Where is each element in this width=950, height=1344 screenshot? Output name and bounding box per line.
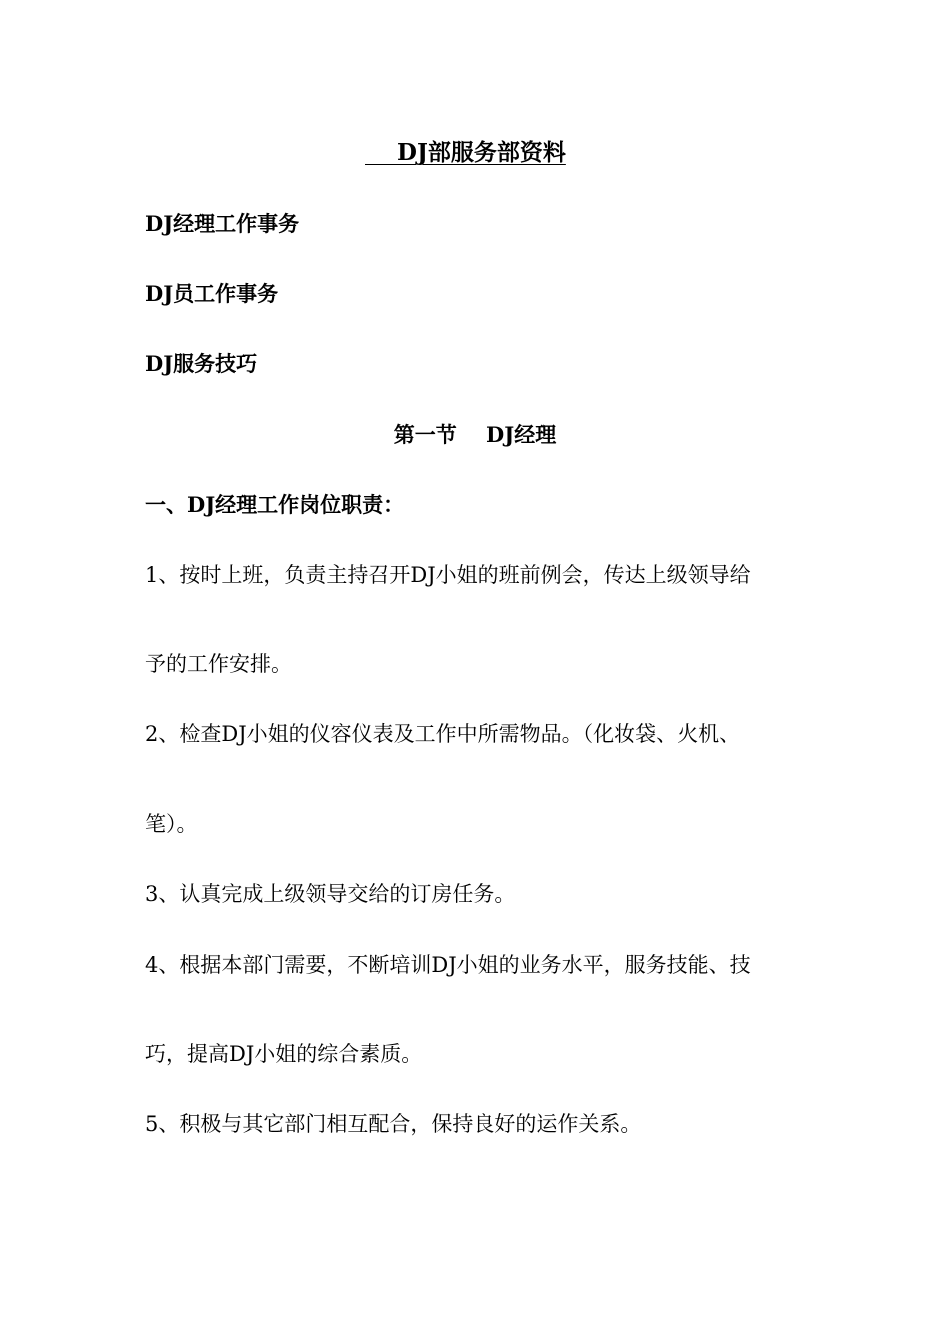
paragraph-line-6: 4、根据本部门需要，不断培训DJ小姐的业务水平，服务技能、技 bbox=[145, 953, 751, 977]
contents-item-3: DJ服务技巧 bbox=[145, 351, 258, 376]
paragraph-line-3: 2、检查DJ小姐的仪容仪表及工作中所需物品。（化妆袋、火机、 bbox=[145, 722, 741, 746]
paragraph-line-4: 笔）。 bbox=[145, 812, 198, 836]
contents-item-2: DJ员工作事务 bbox=[145, 281, 279, 306]
contents-item-1: DJ经理工作事务 bbox=[145, 211, 300, 236]
paragraph-line-5: 3、认真完成上级领导交给的订房任务。 bbox=[145, 882, 516, 906]
duties-heading: 一、DJ经理工作岗位职责： bbox=[145, 492, 405, 517]
paragraph-line-1: 1、按时上班，负责主持召开DJ小姐的班前例会，传达上级领导给 bbox=[145, 563, 751, 587]
document-title: DJ部服务部资料 bbox=[365, 139, 566, 166]
section-heading: 第一节 DJ经理 bbox=[393, 422, 557, 447]
paragraph-line-7: 巧，提高DJ小姐的综合素质。 bbox=[145, 1042, 423, 1066]
paragraph-line-2: 予的工作安排。 bbox=[145, 652, 292, 676]
paragraph-line-8: 5、积极与其它部门相互配合，保持良好的运作关系。 bbox=[145, 1112, 642, 1136]
